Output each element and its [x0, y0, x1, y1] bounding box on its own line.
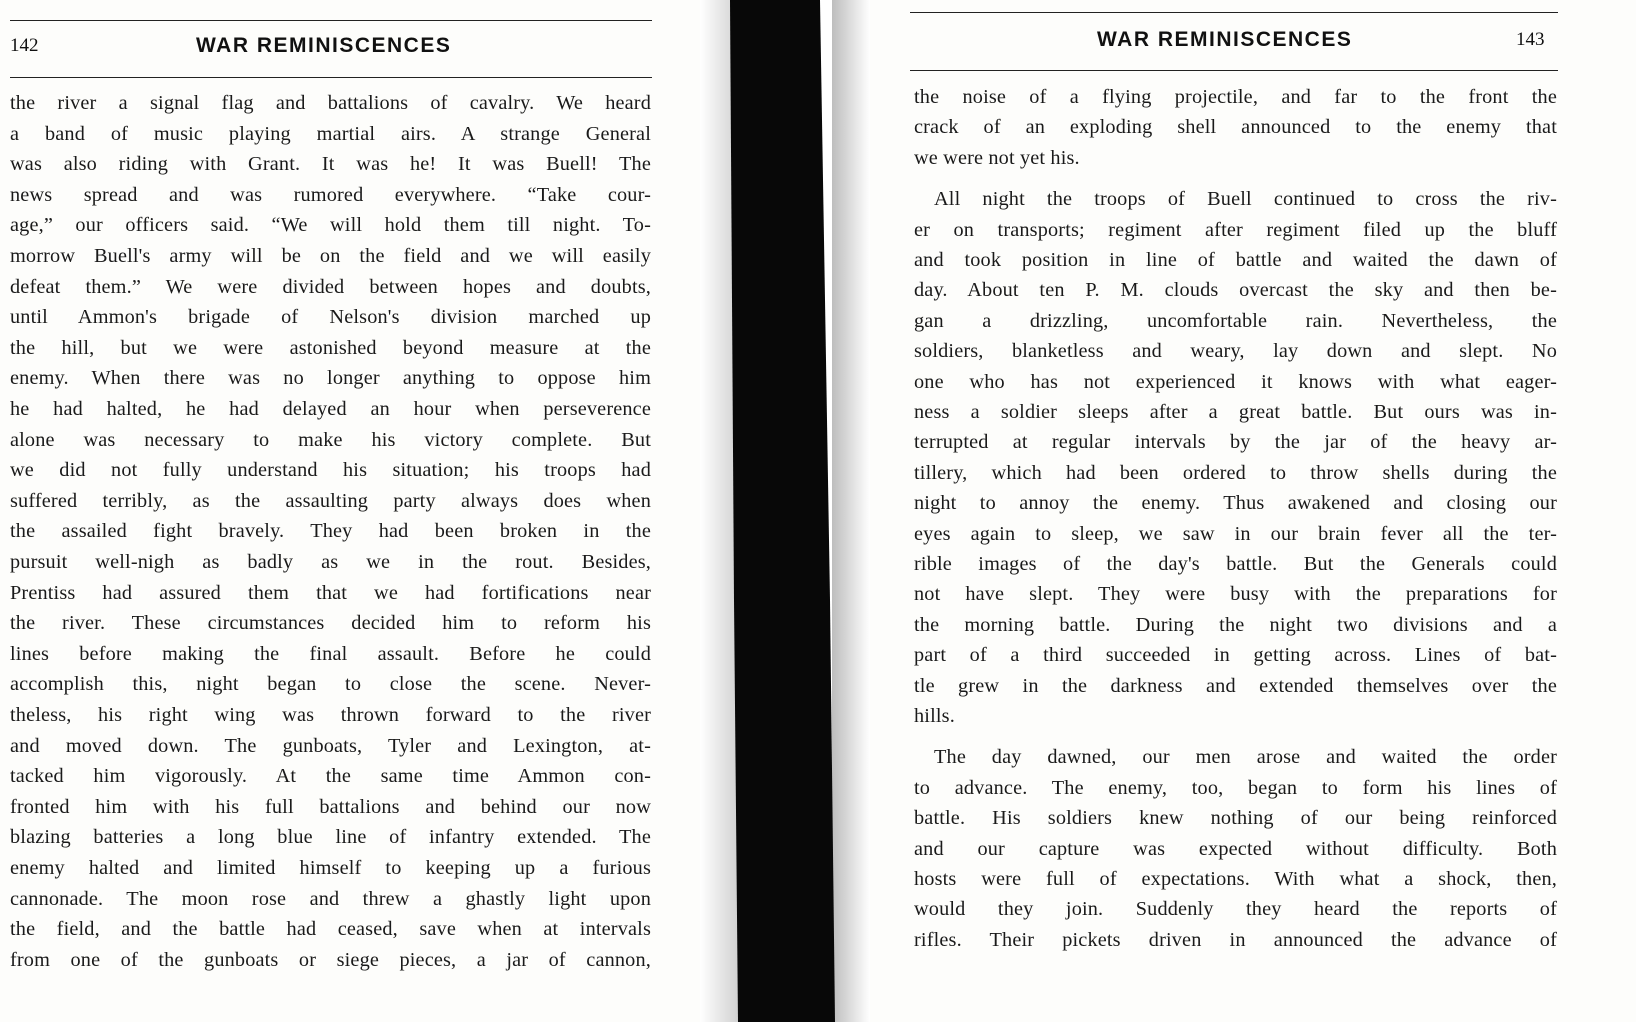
text-line: lines before making the final assault. Before he could: [10, 642, 651, 665]
paragraph-first-line: the noise of a flying projectile, and far to the front the: [914, 86, 1557, 108]
text-line: the morning battle. During the night two divisions and a: [914, 613, 1557, 636]
text-line: alone was necessary to make his victory complete. But: [10, 428, 651, 451]
text-line: news spread and was rumored everywhere. “Take cour-: [10, 183, 651, 206]
text-line: was also riding with Grant. It was he! It was Buell! The: [10, 153, 651, 176]
text-line: and moved down. The gunboats, Tyler and Lexington, at-: [10, 734, 651, 757]
text-line: crack of an exploding shell announced to the enemy that: [914, 116, 1557, 139]
text-line: hosts were full of expectations. With what a shock, then,: [914, 868, 1557, 890]
header-rule: [10, 77, 652, 78]
text-line: the field, and the battle had ceased, save when at intervals: [10, 918, 651, 941]
text-line: to advance. The enemy, too, began to form his lines of: [914, 776, 1557, 799]
running-title: WAR REMINISCENCES: [1097, 28, 1353, 51]
text-line: er on transports; regiment after regiment filed up the bluff: [914, 218, 1557, 241]
text-line: gan a drizzling, uncomfortable rain. Nevertheless, the: [914, 309, 1557, 332]
text-line: pursuit well-nigh as badly as we in the rout. Besides,: [10, 551, 651, 573]
text-line: fronted him with his full battalions and behind our now: [10, 795, 651, 818]
text-line: enemy. When there was no longer anything to oppose him: [10, 367, 651, 390]
text-line: day. About ten P. M. clouds overcast the sky and then be-: [914, 279, 1557, 302]
text-line: battle. His soldiers knew nothing of our being reinforced: [914, 807, 1557, 830]
text-line: and our capture was expected without difficulty. Both: [914, 837, 1557, 860]
text-line: age,” our officers said. “We will hold them till night. To-: [10, 214, 651, 237]
right-page: [870, 0, 1636, 1022]
text-line: the river. These circumstances decided him to reform his: [10, 612, 651, 635]
text-line: from one of the gunboats or siege pieces, a jar of cannon,: [10, 948, 651, 971]
text-line: Prentiss had assured them that we had fortifications near: [10, 581, 651, 604]
text-line: eyes again to sleep, we saw in our brain fever all the ter-: [914, 522, 1557, 545]
text-line: the assailed fight bravely. They had been broken in the: [10, 520, 651, 543]
text-line: blazing batteries a long blue line of infantry extended. The: [10, 826, 651, 849]
text-line: the hill, but we were astonished beyond measure at the: [10, 336, 651, 359]
text-line: part of a third succeeded in getting across. Lines of bat-: [914, 644, 1557, 667]
running-title: WAR REMINISCENCES: [196, 34, 452, 57]
text-line: we did not fully understand his situation; his troops had: [10, 459, 651, 482]
text-line: soldiers, blanketless and weary, lay down and slept. No: [914, 340, 1557, 363]
spine-shadow: [700, 0, 870, 1022]
left-page: [0, 0, 700, 1022]
page-number: 142: [10, 35, 39, 56]
text-line: until Ammon's brigade of Nelson's division marched up: [10, 306, 651, 329]
top-rule: [10, 20, 652, 21]
text-line: the river a signal flag and battalions of cavalry. We heard: [10, 92, 651, 114]
text-line: defeat them.” We were divided between hopes and doubts,: [10, 275, 651, 298]
header-rule: [910, 70, 1558, 71]
text-line: rible images of the day's battle. But the Generals could: [914, 553, 1557, 575]
top-rule: [910, 12, 1558, 13]
text-line: accomplish this, night began to close the scene. Never-: [10, 673, 651, 696]
paragraph-first-line: The day dawned, our men arose and waited the order: [934, 746, 1557, 769]
text-line: enemy halted and limited himself to keeping up a furious: [10, 857, 651, 879]
text-line: tillery, which had been ordered to throw shells during the: [914, 461, 1557, 484]
text-line: suffered terribly, as the assaulting party always does when: [10, 489, 651, 512]
text-line: tle grew in the darkness and extended themselves over the: [914, 674, 1557, 697]
text-line: not have slept. They were busy with the preparations for: [914, 583, 1557, 606]
text-line: night to annoy the enemy. Thus awakened and closing our: [914, 492, 1557, 515]
text-line: tacked him vigorously. At the same time Ammon con-: [10, 765, 651, 788]
text-line: hills.: [914, 705, 955, 727]
text-line: rifles. Their pickets driven in announced the advance of: [914, 928, 1557, 951]
text-line: theless, his right wing was thrown forward to the river: [10, 704, 651, 726]
text-line: cannonade. The moon rose and threw a ghastly light upon: [10, 887, 651, 910]
text-line: ness a soldier sleeps after a great battle. But ours was in-: [914, 401, 1557, 423]
text-line: he had halted, he had delayed an hour when perseverence: [10, 398, 651, 420]
text-line: we were not yet his.: [914, 146, 1080, 169]
text-line: would they join. Suddenly they heard the reports of: [914, 898, 1557, 921]
text-line: a band of music playing martial airs. A strange General: [10, 122, 651, 145]
text-line: one who has not experienced it knows with what eager-: [914, 370, 1557, 393]
text-line: terrupted at regular intervals by the jar of the heavy ar-: [914, 431, 1557, 454]
book-spine: [700, 0, 870, 1022]
text-line: morrow Buell's army will be on the field and we will easily: [10, 245, 651, 267]
text-line: and took position in line of battle and waited the dawn of: [914, 249, 1557, 271]
paragraph-first-line: All night the troops of Buell continued to cross the riv-: [934, 188, 1557, 211]
page-number: 143: [1516, 29, 1545, 50]
